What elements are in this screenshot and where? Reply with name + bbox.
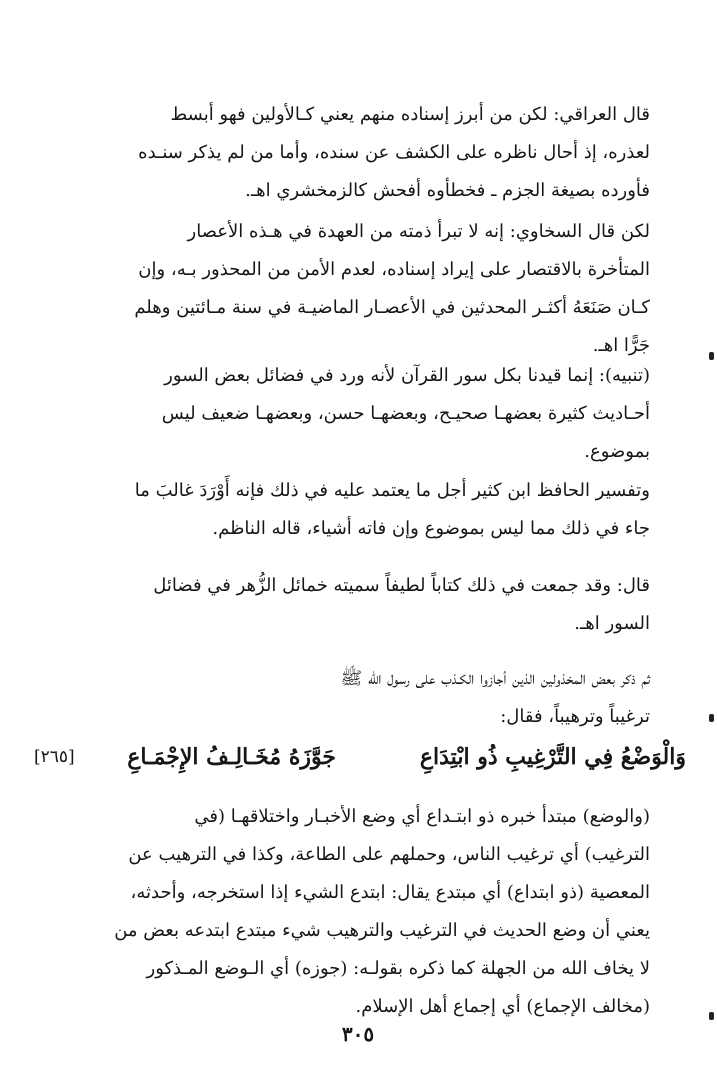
text-line: الترغيب) أي ترغيب الناس، وحملهم على الطاعة، وكذا في الترهيب عن — [128, 844, 650, 865]
paragraph-qala — [72, 567, 650, 643]
text-line: وتفسير الحافظ ابن كثير أجل ما يعتمد عليه في ذلك فإنه أَوْرَدَ غالبَ ما — [134, 480, 650, 501]
verse-number: [٢٦٥] — [34, 747, 75, 767]
text-line: لعذره، إذ أحال ناظره على الكشف عن سنده، وأما من لم يذكر سنـده — [138, 142, 650, 163]
paragraph-sakhawi — [72, 213, 650, 365]
text-line: كـان صَنَعَهُ أكثـر المحدثين في الأعصـار الماضيـة في سنة مـائتين وهلم — [134, 297, 650, 318]
scan-edge-mark — [709, 714, 714, 722]
text-line: فأورده بصيغة الجزم ـ فخطأوه أفحش كالزمخشري اهـ. — [245, 180, 650, 201]
text-line: بموضوع. — [584, 441, 650, 462]
text-line: قال العراقي: لكن من أبرز إسناده منهم يعني كـالأولين فهو أبسط — [170, 104, 650, 125]
text-line: لكن قال السخاوي: إنه لا تبرأ ذمته من العهدة في هـذه الأعصار — [187, 221, 650, 242]
text-line: جَرًّا اهـ. — [592, 335, 650, 356]
paragraph-thumma — [72, 660, 650, 736]
paragraph-tanbih — [72, 357, 650, 471]
paragraph-tafsir — [72, 472, 650, 548]
text-line: (والوضع) مبتدأ خبره ذو ابتـداع أي وضع الأخبـار واختلاقهـا (في — [194, 806, 650, 827]
text-line: المتأخرة بالاقتصار على إيراد إسناده، لعدم الأمن من المحذور بـه، وإن — [138, 259, 650, 280]
text-line: جاء في ذلك مما ليس بموضوع وإن فاته أشياء، قاله الناظم. — [212, 518, 650, 539]
paragraph-sharh — [72, 798, 650, 1026]
scan-edge-mark — [709, 352, 714, 360]
text-line: ترغيباً وترهيباً، فقال: — [500, 706, 650, 727]
text-line: يعني أن وضع الحديث في الترغيب والترهيب شيء مبتدع ابتدعه بعض من — [114, 920, 650, 941]
text-line: المعصية (ذو ابتداع) أي مبتدع يقال: ابتدع الشيء إذا استخرجه، وأحدثه، — [130, 882, 650, 903]
verse-hemistich-first: وَالْوَضْعُ فِي التَّرْغِيبِ ذُو ابْتِدَاعِ — [419, 744, 686, 770]
text-line: قال: وقد جمعت في ذلك كتاباً لطيفاً سميته خمائل الزُّهر في فضائل — [153, 575, 650, 596]
poem-verse — [34, 734, 686, 780]
text-line: لا يخاف الله من الجهلة كما ذكره بقولـه: (جوزه) أي الـوضع المـذكور — [146, 958, 650, 979]
paragraph-iraqi — [72, 96, 650, 210]
text-line: (تنبيه): إنما قيدنا بكل سور القرآن لأنه ورد في فضائل بعض السور — [164, 365, 650, 386]
scan-edge-mark — [709, 1012, 714, 1020]
verse-hemistich-second: جَوَّزَهُ مُخَـالِـفُ الإِجْمَـاعِ — [127, 744, 336, 770]
text-line: أحـاديث كثيرة بعضهـا صحيـح، وبعضهـا حسن، وبعضهـا ضعيف ليس — [161, 403, 650, 424]
text-line: السور اهـ. — [574, 613, 650, 634]
text-line: ثم ذكر بعض المخذولين الذين أجازوا الكـذب على رسول الله ﷺ — [340, 668, 650, 689]
text-line: (مخالف الإجماع) أي إجماع أهل الإسلام. — [355, 996, 650, 1017]
page-number: ٣٠٥ — [341, 1022, 375, 1046]
